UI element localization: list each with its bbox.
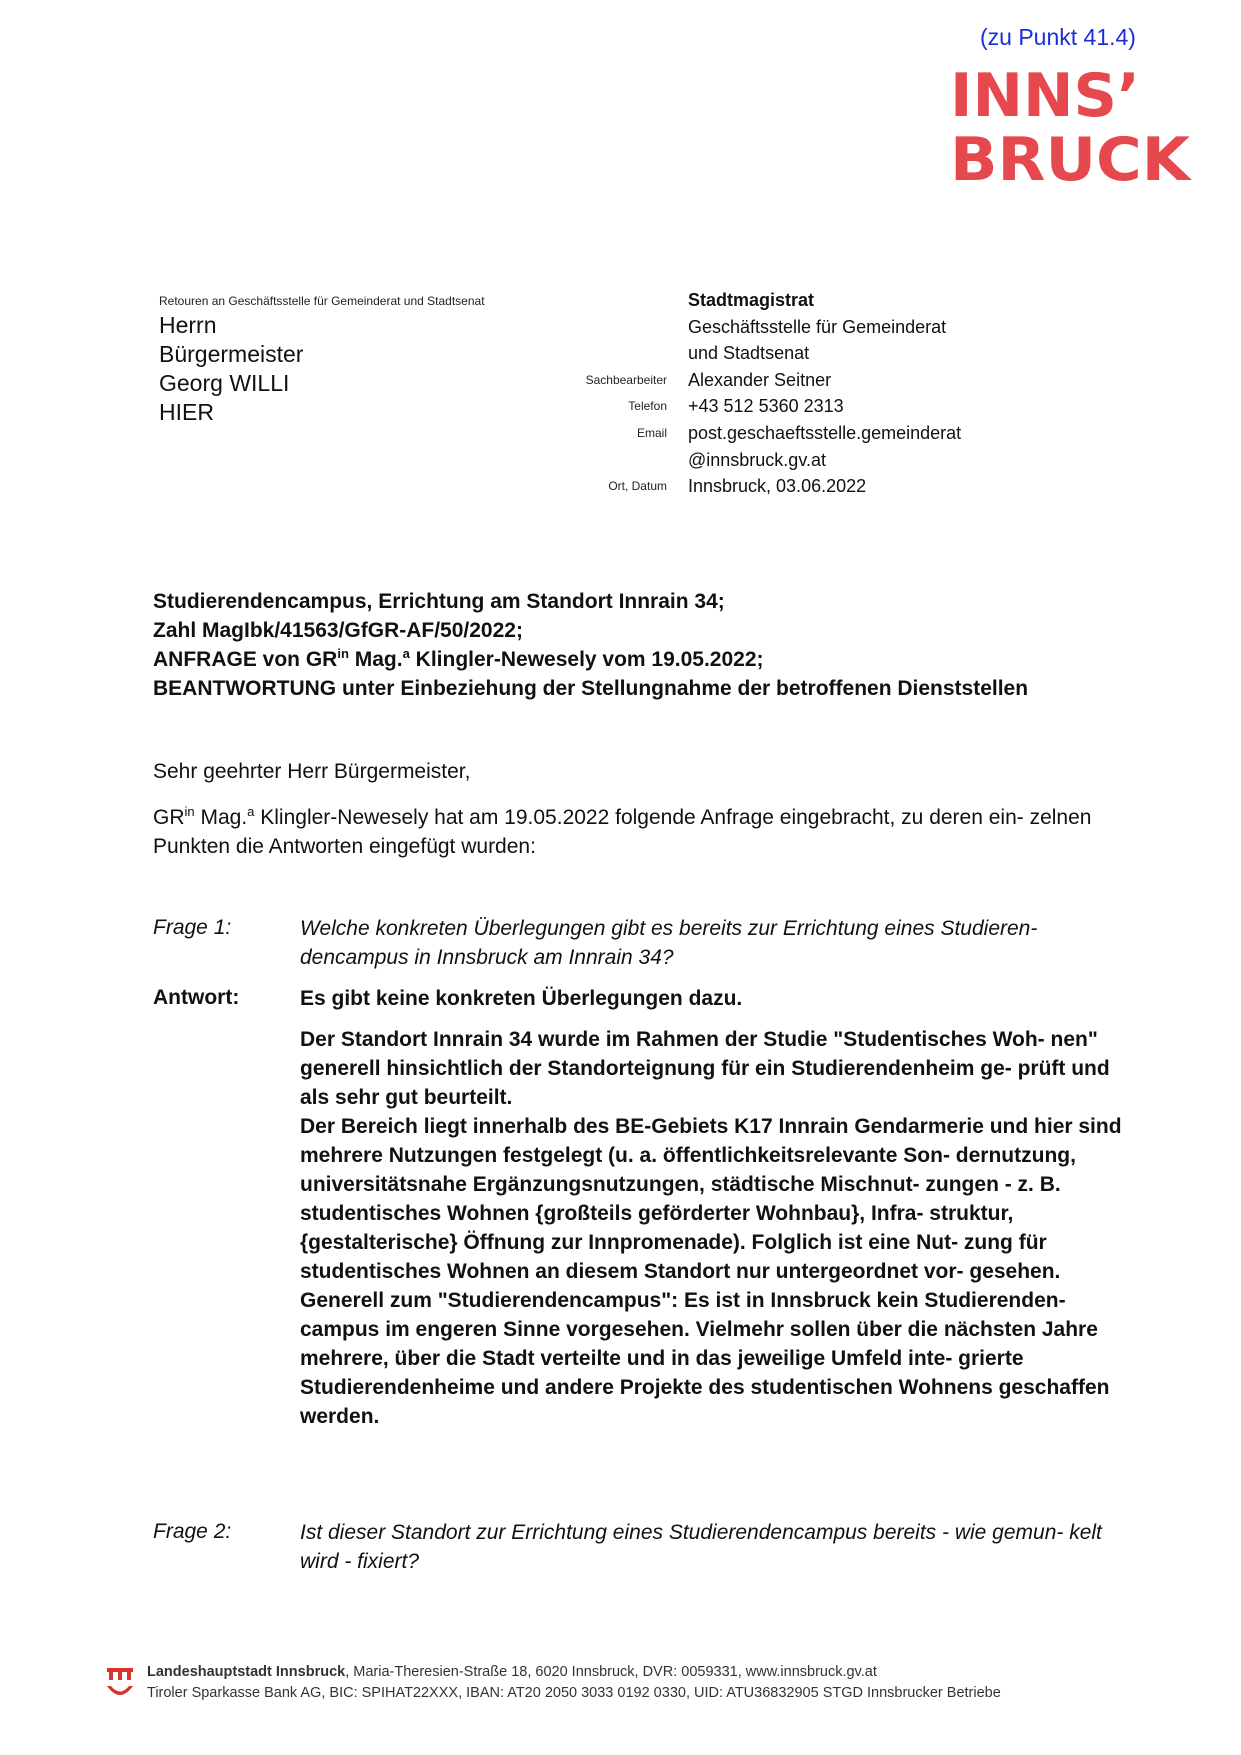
greeting: Sehr geehrter Herr Bürgermeister, — [153, 760, 471, 783]
answer-paragraph: Der Bereich liegt innerhalb des BE-Gebiets K17 Innrain Gendarmerie und hier sind mehrere Nutzungen festgelegt (u. a. öffentlichkeitsrelevante Son- dernutzung, universitätsnahe Ergänzungsnutzungen, städtische Mischnut- zungen - z. B. studentisches Wohnen {großteils geförderter Wohnbau}, Infra- struktur, {gestalterische} Öffnung zur Innpromenade). Folglich ist eine Nut- zung für studentisches Wohnen an diesem Standort nur untergeordnet vor- gesehen. — [300, 1115, 1122, 1283]
subject-block — [153, 587, 1028, 703]
subject-line: Zahl MagIbk/41563/GfGR-AF/50/2022; — [153, 619, 523, 642]
answer-1-text — [300, 984, 1140, 1431]
intro-paragraph: $GR^{in}$ Mag.$^a$ Klingler-Newesely hat am 19.05.2022 folgende Anfrage eingebracht, zu deren ein- zelnen Punkten die Antworten eingefügt wurden: — [153, 804, 1092, 858]
answer-paragraph: Es gibt keine konkreten Überlegungen dazu. — [300, 987, 743, 1010]
email-label: Email — [636, 425, 667, 440]
subject-line: BEANTWORTUNG unter Einbeziehung der Stellungnahme der betroffenen Dienststellen — [153, 677, 1029, 700]
recipient-address — [159, 311, 303, 427]
question-1-text: Welche konkreten Überlegungen gibt es bereits zur Errichtung eines Studieren- dencampus in Innsbruck am Innrain 34? — [300, 917, 1038, 969]
question-1-label: Frage 1: — [153, 916, 232, 939]
phone-label: Telefon — [628, 399, 667, 414]
question-2-text: Ist dieser Standort zur Errichtung eines Studierendencampus bereits - wie gemun- kelt wird - fixiert? — [300, 1521, 1102, 1573]
date-label: Ort, Datum — [608, 479, 667, 494]
recipient-line: Bürgermeister — [159, 341, 304, 367]
recipient-line: Georg WILLI — [159, 370, 290, 396]
sender-dept: Geschäftsstelle für Gemeinderat — [688, 316, 947, 337]
subject-line: ANFRAGE von $GR^{in}$ Mag.$^a$ Klingler-Newesely vom 19.05.2022; — [153, 646, 764, 671]
recipient-line: HIER — [159, 399, 214, 425]
sender-dept: und Stadtsenat — [688, 343, 810, 364]
footer-line-1: Landeshauptstadt Innsbruck, Maria-Theresien-Straße 18, 6020 Innsbruck, DVR: 0059331, www.innsbruck.gv.at — [147, 1664, 877, 1680]
footer-line-2: Tiroler Sparkasse Bank AG, BIC: SPIHAT22XXX, IBAN: AT20 2050 3033 0192 0330, UID: ATU36832905 STGD Innsbrucker Betriebe — [147, 1685, 1001, 1701]
logo-line-1: INNS’ — [950, 61, 1140, 131]
footer-text — [147, 1662, 1001, 1704]
phone-number: +43 512 5360 2313 — [688, 396, 844, 417]
sender-org: Stadtmagistrat — [688, 290, 815, 310]
punkt-reference: (zu Punkt 41.4) — [980, 24, 1136, 50]
clerk-label: Sachbearbeiter — [585, 372, 667, 387]
email-address: @innsbruck.gv.at — [688, 449, 826, 470]
footer — [105, 1662, 1215, 1722]
return-address: Retouren an Geschäftsstelle für Gemeinderat und Stadtsenat — [159, 294, 485, 308]
sender-block — [575, 287, 1095, 500]
clerk-name: Alexander Seitner — [688, 369, 832, 390]
logo-line-2: BRUCK — [950, 125, 1193, 186]
answer-paragraph: Generell zum "Studierendencampus": Es ist in Innsbruck kein Studierenden- campus im engeren Sinne vorgesehen. Vielmehr sollen über die nächsten Jahre mehrere, über die Stadt verteilte und in das jeweilige Umfeld inte- grierte Studierendenheime und andere Projekte des studentischen Wohnens geschaffen werden. — [300, 1289, 1110, 1428]
answer-1-label: Antwort: — [153, 986, 240, 1009]
email-address: post.geschaeftsstelle.gemeinderat — [688, 422, 962, 443]
recipient-line: Herrn — [159, 312, 217, 338]
subject-line: Studierendencampus, Errichtung am Standort Innrain 34; — [153, 590, 725, 613]
question-2-label: Frage 2: — [153, 1520, 232, 1543]
answer-paragraph: Der Standort Innrain 34 wurde im Rahmen der Studie "Studentisches Woh- nen" generell hinsichtlich der Standorteignung für ein Studierendenheim ge- prüft und als sehr gut beurteilt. — [300, 1028, 1110, 1109]
innsbruck-logo — [950, 56, 1200, 186]
letter-date: Innsbruck, 03.06.2022 — [688, 476, 867, 497]
city-coat-of-arms-icon — [105, 1664, 135, 1702]
